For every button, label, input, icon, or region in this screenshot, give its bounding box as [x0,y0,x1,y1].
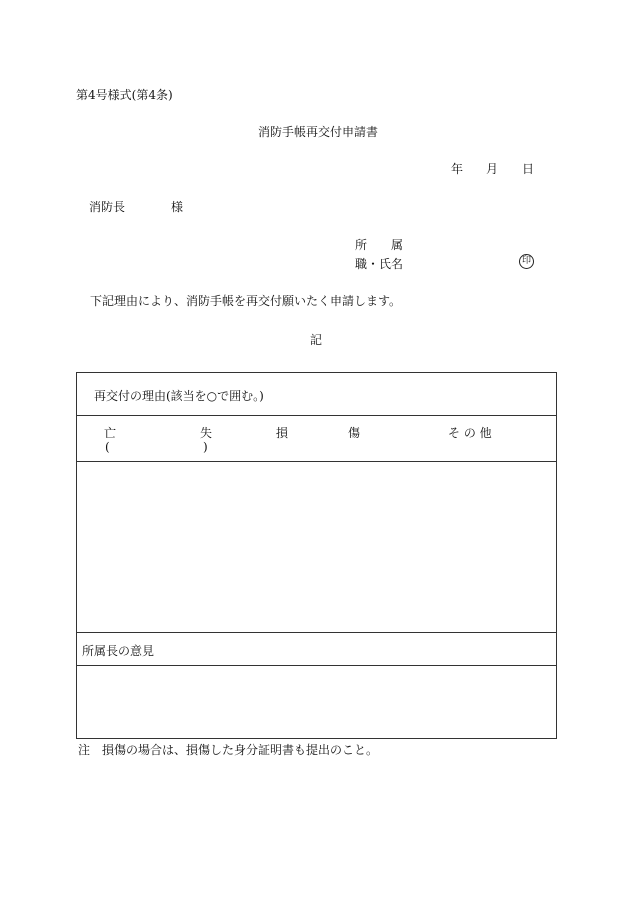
title-name-label: 職・氏名 [355,257,404,271]
reason-header-row [77,373,556,416]
date-year: 年 [451,162,464,176]
reason-options-row [77,416,556,462]
paren-open: ( [105,440,110,454]
form-number: 第4号様式(第4条) [76,88,173,102]
date-month: 月 [486,162,499,176]
reissue-table [76,372,557,739]
reason-damage-2: 傷 [348,426,361,440]
footnote: 注 損傷の場合は、損傷した身分証明書も提出のこと。 [78,743,379,757]
reason-damage-1: 損 [276,426,289,440]
affiliation-label: 所 属 [355,238,404,252]
request-text: 下記理由により、消防手帳を再交付願いたく申請します。 [90,294,402,308]
addressee-role: 消防長 [89,200,126,214]
reason-other: そ の 他 [448,426,492,440]
chief-opinion-label-row [77,633,556,666]
reason-detail-area [77,462,556,633]
chief-opinion-area [77,666,556,738]
date-day: 日 [522,162,535,176]
reason-lost-1: 亡 [104,426,117,440]
form-title: 消防手帳再交付申請書 [258,125,379,139]
reason-lost-2: 失 [200,426,213,440]
ki-label: 記 [310,333,323,347]
seal-icon: 印 [519,254,534,269]
paren-close: ) [203,440,208,454]
addressee-honorific: 様 [171,200,184,214]
reason-header: 再交付の理由(該当を○で囲む。) [94,389,264,403]
chief-opinion-label: 所属長の意見 [82,644,155,658]
